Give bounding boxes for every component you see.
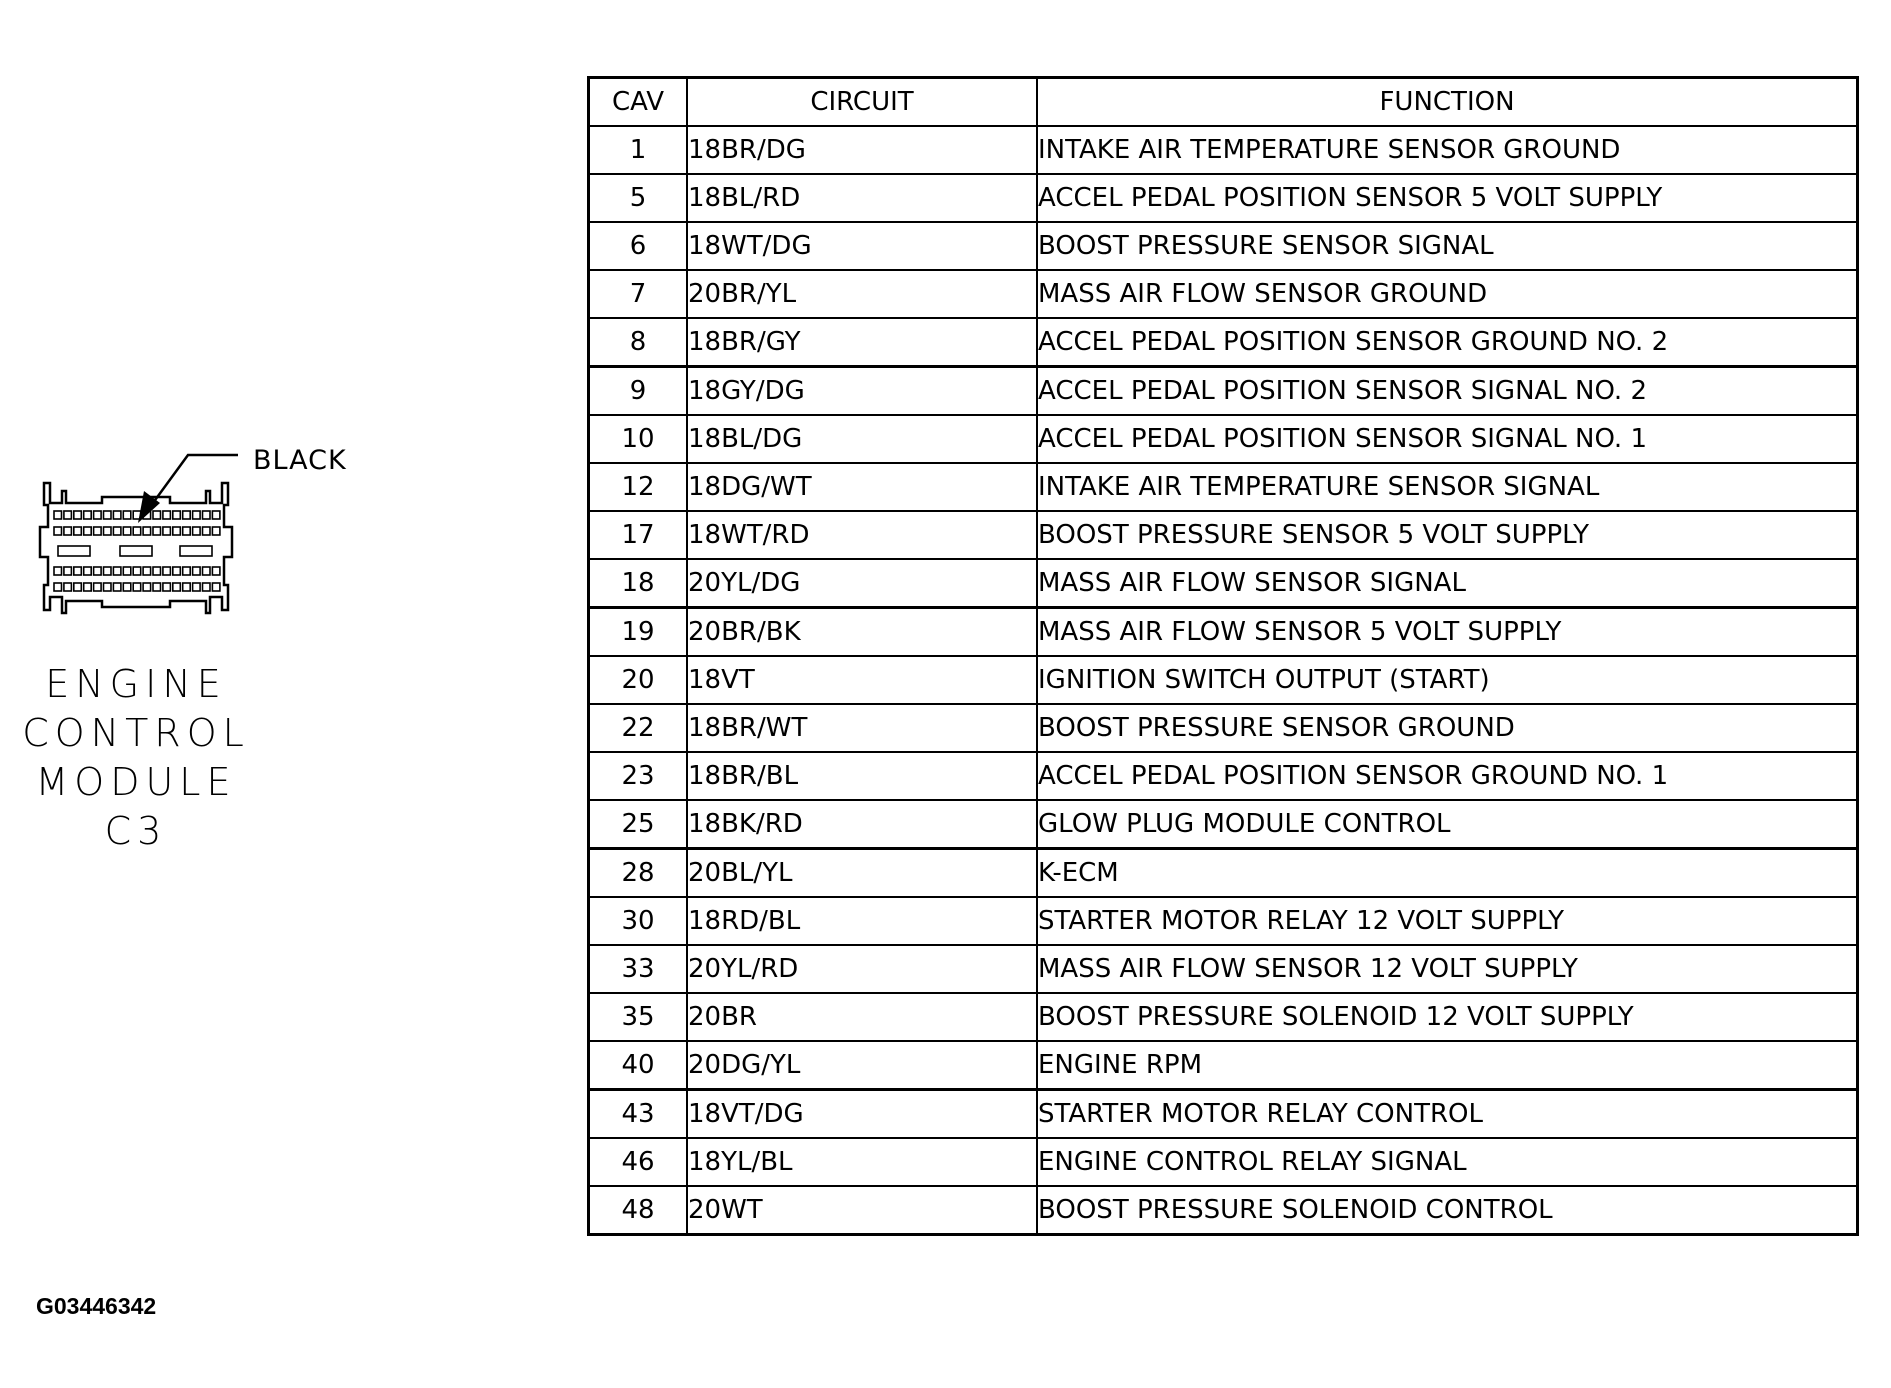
cell-cav: 33 [589,945,688,993]
cell-cav: 18 [589,559,688,608]
cell-circuit: 18DG/WT [687,463,1037,511]
key-slot [120,546,152,556]
cell-function: MASS AIR FLOW SENSOR 5 VOLT SUPPLY [1037,608,1858,657]
pin-cavity [123,567,131,575]
table-row [589,704,1858,752]
pin-cavity [212,527,220,535]
pin-cavity [163,527,171,535]
pin-cavity [203,567,211,575]
table-row [589,752,1858,800]
table-row [589,656,1858,704]
table-row [589,608,1858,657]
pin-cavity [203,511,211,519]
module-label-line: ENGINE [45,662,227,706]
pin-cavity [212,511,220,519]
table-row [589,174,1858,222]
table-row [589,993,1858,1041]
cell-cav: 7 [589,270,688,318]
header-circuit: CIRCUIT [687,78,1037,127]
table-row [589,318,1858,367]
pin-cavity [143,583,151,591]
pin-cavity [153,511,161,519]
cell-cav: 30 [589,897,688,945]
table-row [589,1041,1858,1090]
cell-cav: 20 [589,656,688,704]
pin-cavity [64,511,72,519]
callout-leader [150,455,238,507]
cell-circuit: 20BR [687,993,1037,1041]
table-row [589,367,1858,416]
pin-cavity [74,583,82,591]
pin-cavity [104,511,112,519]
cell-circuit: 20BR/BK [687,608,1037,657]
cell-cav: 46 [589,1138,688,1186]
pin-cavity [212,567,220,575]
cell-function: BOOST PRESSURE SOLENOID 12 VOLT SUPPLY [1037,993,1858,1041]
connector-color-label: BLACK [253,445,347,476]
table-row [589,511,1858,559]
pin-cavity [54,511,62,519]
cell-circuit: 18YL/BL [687,1138,1037,1186]
table-row [589,897,1858,945]
cell-cav: 28 [589,849,688,898]
pin-cavity [183,511,191,519]
pin-cavity [183,583,191,591]
pin-cavity [84,527,92,535]
module-label-line: C3 [104,809,168,853]
cell-circuit: 18BK/RD [687,800,1037,849]
cell-circuit: 20BR/YL [687,270,1037,318]
cell-function: INTAKE AIR TEMPERATURE SENSOR GROUND [1037,126,1858,174]
pin-cavity [113,511,121,519]
pin-cavity [193,583,201,591]
pin-cavity [193,511,201,519]
table-row [589,270,1858,318]
cell-circuit: 18VT [687,656,1037,704]
cell-function: ACCEL PEDAL POSITION SENSOR GROUND NO. 2 [1037,318,1858,367]
cell-cav: 9 [589,367,688,416]
cell-function: ENGINE CONTROL RELAY SIGNAL [1037,1138,1858,1186]
pin-cavity [104,567,112,575]
table-row [589,415,1858,463]
cell-function: BOOST PRESSURE SOLENOID CONTROL [1037,1186,1858,1235]
cell-function: MASS AIR FLOW SENSOR SIGNAL [1037,559,1858,608]
pin-cavity [64,583,72,591]
cell-cav: 19 [589,608,688,657]
pin-cavity [133,583,141,591]
pin-cavity [173,583,181,591]
cell-cav: 1 [589,126,688,174]
cell-function: MASS AIR FLOW SENSOR 12 VOLT SUPPLY [1037,945,1858,993]
cell-circuit: 18BL/DG [687,415,1037,463]
module-label [20,660,252,856]
pin-cavity [173,527,181,535]
cell-function: ACCEL PEDAL POSITION SENSOR SIGNAL NO. 2 [1037,367,1858,416]
cell-circuit: 18BR/WT [687,704,1037,752]
cell-circuit: 18BR/DG [687,126,1037,174]
cell-cav: 40 [589,1041,688,1090]
pin-cavity [183,527,191,535]
pin-cavity [143,567,151,575]
pin-cavity [193,567,201,575]
cell-circuit: 20DG/YL [687,1041,1037,1090]
cell-cav: 35 [589,993,688,1041]
key-slot [180,546,212,556]
pin-cavity [123,583,131,591]
table-row [589,800,1858,849]
cell-cav: 6 [589,222,688,270]
pin-cavity [153,527,161,535]
cell-function: STARTER MOTOR RELAY 12 VOLT SUPPLY [1037,897,1858,945]
table-row [589,222,1858,270]
cell-cav: 43 [589,1090,688,1139]
cell-function: ACCEL PEDAL POSITION SENSOR SIGNAL NO. 1 [1037,415,1858,463]
cell-cav: 48 [589,1186,688,1235]
cell-function: ENGINE RPM [1037,1041,1858,1090]
pin-cavity [84,567,92,575]
key-slot [58,546,90,556]
cell-function: BOOST PRESSURE SENSOR 5 VOLT SUPPLY [1037,511,1858,559]
cell-circuit: 18WT/RD [687,511,1037,559]
cell-circuit: 18BR/GY [687,318,1037,367]
table-row [589,1186,1858,1235]
cell-circuit: 20BL/YL [687,849,1037,898]
pin-cavity [113,567,121,575]
table-row [589,849,1858,898]
pin-cavity [203,583,211,591]
module-label-line: MODULE [35,760,237,804]
table-row [589,126,1858,174]
pin-cavity [123,511,131,519]
connector-body [40,483,232,613]
pin-cavity [74,527,82,535]
pin-cavity [173,567,181,575]
cell-function: K-ECM [1037,849,1858,898]
cell-function: GLOW PLUG MODULE CONTROL [1037,800,1858,849]
pin-cavity [74,511,82,519]
cell-cav: 10 [589,415,688,463]
pin-cavity [113,583,121,591]
pin-cavity [94,583,102,591]
cell-function: INTAKE AIR TEMPERATURE SENSOR SIGNAL [1037,463,1858,511]
cell-cav: 25 [589,800,688,849]
pin-cavity [193,527,201,535]
pin-cavity [163,567,171,575]
cell-circuit: 18WT/DG [687,222,1037,270]
cell-function: MASS AIR FLOW SENSOR GROUND [1037,270,1858,318]
pin-cavity [183,567,191,575]
pin-cavity [212,583,220,591]
pin-cavity [94,511,102,519]
table-row [589,1090,1858,1139]
header-cav: CAV [589,78,688,127]
pin-cavity [173,511,181,519]
cell-cav: 17 [589,511,688,559]
pin-cavity [64,567,72,575]
pin-cavity [153,567,161,575]
cell-cav: 8 [589,318,688,367]
figure-id: G03446342 [36,1293,157,1319]
cell-circuit: 20WT [687,1186,1037,1235]
table-row [589,463,1858,511]
cell-cav: 5 [589,174,688,222]
pin-cavity [153,583,161,591]
table-row [589,1138,1858,1186]
cell-circuit: 18GY/DG [687,367,1037,416]
pin-cavity [104,527,112,535]
cell-circuit: 18BR/BL [687,752,1037,800]
cell-circuit: 20YL/RD [687,945,1037,993]
pin-cavity [133,567,141,575]
cell-function: ACCEL PEDAL POSITION SENSOR 5 VOLT SUPPLY [1037,174,1858,222]
pin-cavity [203,527,211,535]
cell-function: ACCEL PEDAL POSITION SENSOR GROUND NO. 1 [1037,752,1858,800]
header-function: FUNCTION [1037,78,1858,127]
pin-cavity [113,527,121,535]
pin-cavity [54,567,62,575]
table-row [589,559,1858,608]
cell-function: BOOST PRESSURE SENSOR SIGNAL [1037,222,1858,270]
table-header-row [589,78,1858,127]
pin-cavity [84,511,92,519]
pin-cavity [163,511,171,519]
pin-cavity [94,567,102,575]
cell-function: BOOST PRESSURE SENSOR GROUND [1037,704,1858,752]
pin-cavity [163,583,171,591]
pinout-table [587,76,1859,1236]
module-label-line: CONTROL [22,711,250,755]
cell-function: IGNITION SWITCH OUTPUT (START) [1037,656,1858,704]
pin-cavity [123,527,131,535]
pin-cavity [54,583,62,591]
pin-cavity [104,583,112,591]
cell-cav: 23 [589,752,688,800]
pin-cavity [94,527,102,535]
cell-function: STARTER MOTOR RELAY CONTROL [1037,1090,1858,1139]
cell-cav: 22 [589,704,688,752]
cell-cav: 12 [589,463,688,511]
pin-cavity [133,527,141,535]
pin-cavity [74,567,82,575]
cell-circuit: 18BL/RD [687,174,1037,222]
table-row [589,945,1858,993]
cell-circuit: 18RD/BL [687,897,1037,945]
pin-cavity [54,527,62,535]
pin-cavity [84,583,92,591]
pin-cavity [143,527,151,535]
cell-circuit: 18VT/DG [687,1090,1037,1139]
pin-cavity [64,527,72,535]
cell-circuit: 20YL/DG [687,559,1037,608]
